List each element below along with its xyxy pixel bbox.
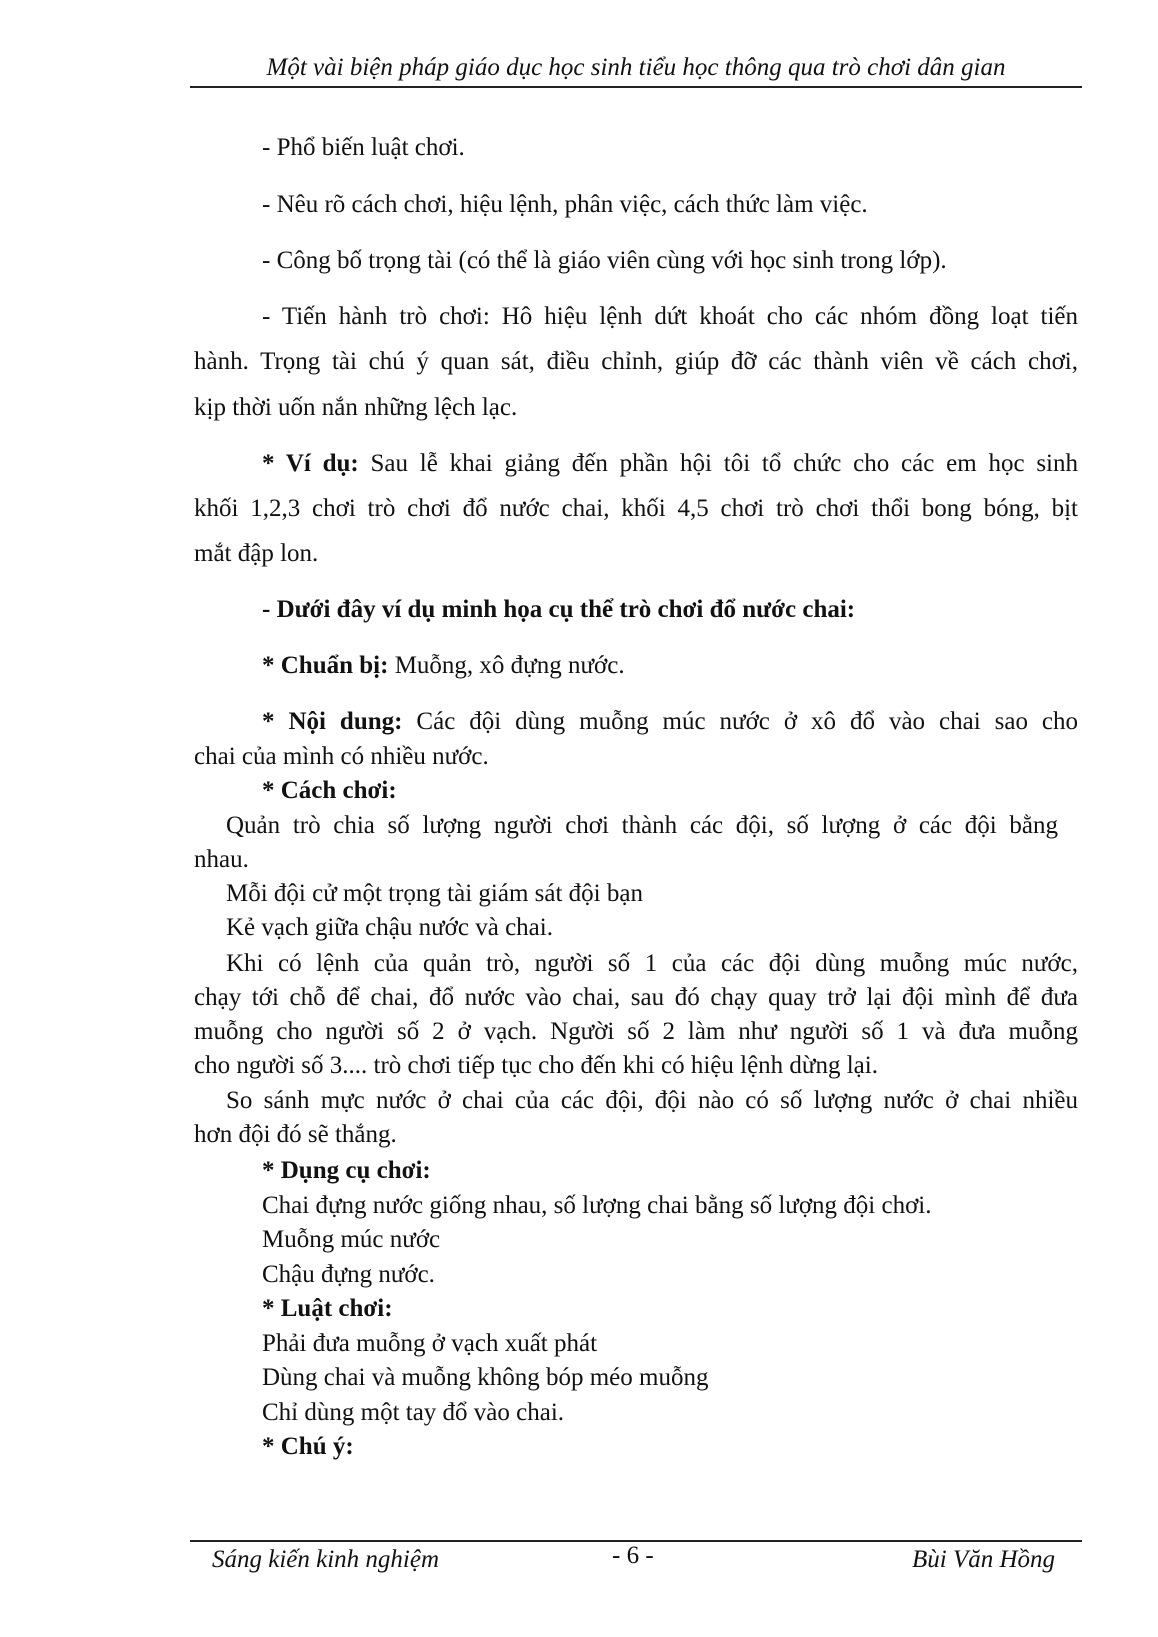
content-line1 — [262, 708, 1078, 736]
how-to-play-line2: nhau. — [194, 846, 249, 873]
example-line3: mắt đập lon. — [194, 540, 319, 567]
equipment-line2: Muỗng múc nước — [262, 1226, 441, 1253]
paragraph-rules-announce: - Phổ biến luật chơi. — [262, 134, 465, 161]
note-heading: * Chú ý: — [262, 1433, 354, 1460]
content-label: * Nội dung: — [262, 708, 403, 735]
paragraph-conduct-line1: - Tiến hành trò chơi: Hô hiệu lệnh dứt khoát cho các nhóm đồng loạt tiến — [262, 303, 1078, 330]
how-to-play-line9: So sánh mực nước ở chai của các đội, đội nào có số lượng nước ở chai nhiều — [226, 1087, 1078, 1114]
footer-document-type: Sáng kiến kinh nghiệm — [212, 1546, 440, 1573]
paragraph-referee: - Công bố trọng tài (có thể là giáo viên cùng với học sinh trong lớp). — [262, 247, 947, 274]
paragraph-conduct-line2: hành. Trọng tài chú ý quan sát, điều chỉnh, giúp đỡ các thành viên về cách chơi, — [194, 348, 1078, 375]
paragraph-explain-play: - Nêu rõ cách chơi, hiệu lệnh, phân việc, cách thức làm việc. — [262, 191, 868, 218]
how-to-play-line4: Kẻ vạch giữa chậu nước và chai. — [226, 914, 553, 941]
content-line2: chai của mình có nhiều nước. — [194, 743, 489, 770]
example-heading: - Dưới đây ví dụ minh họa cụ thể trò chơi đổ nước chai: — [262, 596, 856, 623]
equipment-line1: Chai đựng nước giống nhau, số lượng chai bằng số lượng đội chơi. — [262, 1192, 932, 1219]
how-to-play-line3: Mỗi đội cử một trọng tài giám sát đội bạn — [226, 880, 643, 907]
how-to-play-line10: hơn đội đó sẽ thắng. — [194, 1121, 397, 1148]
how-to-play-line8: cho người số 3.... trò chơi tiếp tục cho đến khi có hiệu lệnh dừng lại. — [194, 1052, 878, 1079]
how-to-play-heading: * Cách chơi: — [262, 777, 397, 804]
footer-author: Bùi Văn Hồng — [912, 1546, 1056, 1573]
how-to-play-line6: chạy tới chỗ để chai, đổ nước vào chai, sau đó chạy quay trở lại đội mình để đưa — [194, 984, 1078, 1011]
prepare-line — [262, 652, 625, 680]
how-to-play-line7: muỗng cho người số 2 ở vạch. Người số 2 làm như người số 1 và đưa muỗng — [194, 1018, 1078, 1045]
how-to-play-line5: Khi có lệnh của quản trò, người số 1 của các đội dùng muỗng múc nước, — [226, 950, 1078, 977]
prepare-label: * Chuẩn bị: — [262, 652, 389, 679]
rules-heading: * Luật chơi: — [262, 1295, 393, 1322]
paragraph-conduct-line3: kịp thời uốn nắn những lệch lạc. — [194, 394, 518, 421]
rules-line2: Dùng chai và muỗng không bóp méo muỗng — [262, 1364, 709, 1391]
content-text: Các đội dùng muỗng múc nước ở xô đổ vào chai sao cho — [402, 708, 1078, 735]
example-line1 — [262, 450, 1078, 478]
rules-line3: Chỉ dùng một tay đổ vào chai. — [262, 1399, 565, 1426]
example-label: * Ví dụ: — [262, 450, 359, 477]
equipment-heading: * Dụng cụ chơi: — [262, 1157, 431, 1184]
rules-line1: Phải đưa muỗng ở vạch xuất phát — [262, 1330, 598, 1357]
prepare-text: Muỗng, xô đựng nước. — [388, 652, 625, 679]
example-text: Sau lễ khai giảng đến phần hội tôi tổ chức cho các em học sinh — [358, 450, 1078, 477]
how-to-play-line1: Quản trò chia số lượng người chơi thành các đội, số lượng ở các đội bằng — [226, 812, 1058, 839]
header-divider — [190, 86, 1082, 88]
equipment-line3: Chậu đựng nước. — [262, 1261, 435, 1288]
running-header: Một vài biện pháp giáo dục học sinh tiểu học thông qua trò chơi dân gian — [266, 54, 1006, 81]
example-line2: khối 1,2,3 chơi trò chơi đổ nước chai, khối 4,5 chơi trò chơi thổi bong bóng, bịt — [194, 495, 1078, 522]
page-number: - 6 - — [612, 1542, 654, 1569]
